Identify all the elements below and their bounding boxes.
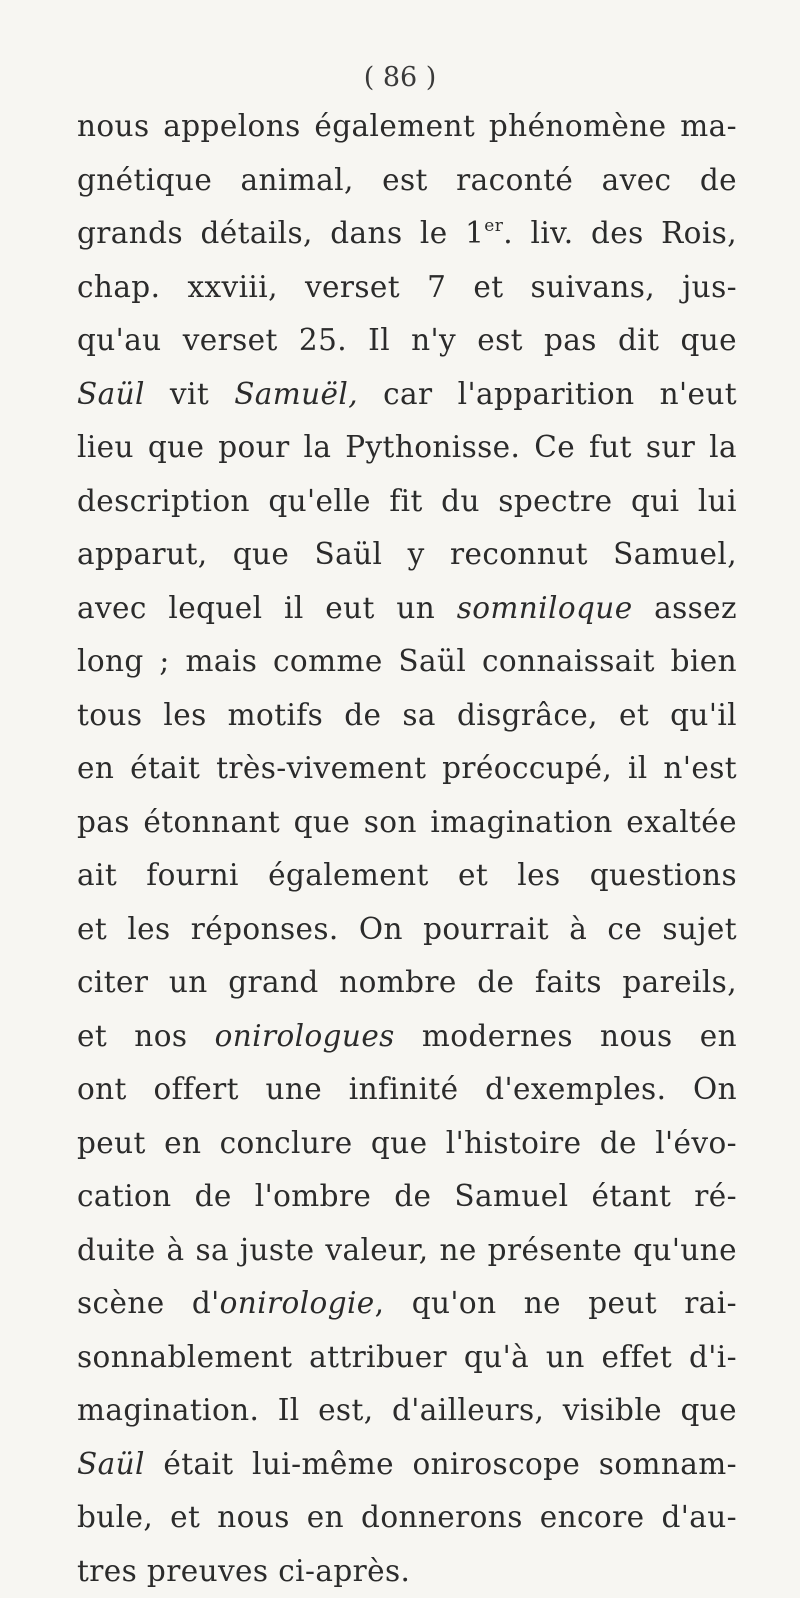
- text-line: peut en conclure que l'histoire de l'évo-: [77, 1117, 737, 1171]
- text-line: [77, 1010, 737, 1064]
- text-line: magination. Il est, d'ailleurs, visible que: [77, 1384, 737, 1438]
- text-line: sonnablement attribuer qu'à un effet d'i-: [77, 1331, 737, 1385]
- text-line: ont offert une infinité d'exemples. On: [77, 1063, 737, 1117]
- text-line: cation de l'ombre de Samuel étant ré-: [77, 1170, 737, 1224]
- italic-name: Saül: [77, 1447, 145, 1481]
- text-segment: modernes nous en: [395, 1019, 737, 1053]
- italic-name: Samuël,: [234, 377, 358, 411]
- superscript: er: [484, 216, 503, 236]
- text-line: [77, 1438, 737, 1492]
- italic-term: somniloque: [457, 591, 633, 625]
- text-line: long ; mais comme Saül connaissait bien: [77, 635, 737, 689]
- text-segment: avec lequel il eut un: [77, 591, 457, 625]
- text-line: citer un grand nombre de faits pareils,: [77, 956, 737, 1010]
- text-segment: car l'apparition n'eut: [358, 377, 737, 411]
- text-line: pas étonnant que son imagination exaltée: [77, 796, 737, 850]
- text-segment: grands détails, dans le 1: [77, 216, 484, 250]
- text-segment: scène d': [77, 1286, 220, 1320]
- text-line: gnétique animal, est raconté avec de: [77, 154, 737, 208]
- text-line: apparut, que Saül y reconnut Samuel,: [77, 528, 737, 582]
- text-line: nous appelons également phénomène ma-: [77, 100, 737, 154]
- text-segment: et nos: [77, 1019, 215, 1053]
- italic-term: onirologues: [215, 1019, 395, 1053]
- text-segment: vit: [145, 377, 234, 411]
- text-line: [77, 207, 737, 261]
- text-line: en était très-vivement préoccupé, il n'est: [77, 742, 737, 796]
- text-line: tres preuves ci-après.: [77, 1545, 737, 1598]
- text-line: lieu que pour la Pythonisse. Ce fut sur la: [77, 421, 737, 475]
- text-segment: assez: [633, 591, 737, 625]
- body-text: [77, 100, 737, 1598]
- text-line: qu'au verset 25. Il n'y est pas dit que: [77, 314, 737, 368]
- page-number: ( 86 ): [0, 58, 800, 98]
- text-line: [77, 368, 737, 422]
- text-line: bule, et nous en donnerons encore d'au-: [77, 1491, 737, 1545]
- text-segment: . liv. des Rois,: [503, 216, 737, 250]
- text-line: tous les motifs de sa disgrâce, et qu'il: [77, 689, 737, 743]
- text-line: [77, 582, 737, 636]
- text-line: chap. xxviii, verset 7 et suivans, jus-: [77, 261, 737, 315]
- text-line: description qu'elle fit du spectre qui lui: [77, 475, 737, 529]
- text-segment: était lui-même oniroscope somnam-: [145, 1447, 737, 1481]
- text-line: et les réponses. On pourrait à ce sujet: [77, 903, 737, 957]
- text-line: duite à sa juste valeur, ne présente qu'une: [77, 1224, 737, 1278]
- text-line: ait fourni également et les questions: [77, 849, 737, 903]
- italic-term: onirologie: [220, 1286, 375, 1320]
- text-line: [77, 1277, 737, 1331]
- text-segment: , qu'on ne peut rai-: [375, 1286, 737, 1320]
- italic-name: Saül: [77, 377, 145, 411]
